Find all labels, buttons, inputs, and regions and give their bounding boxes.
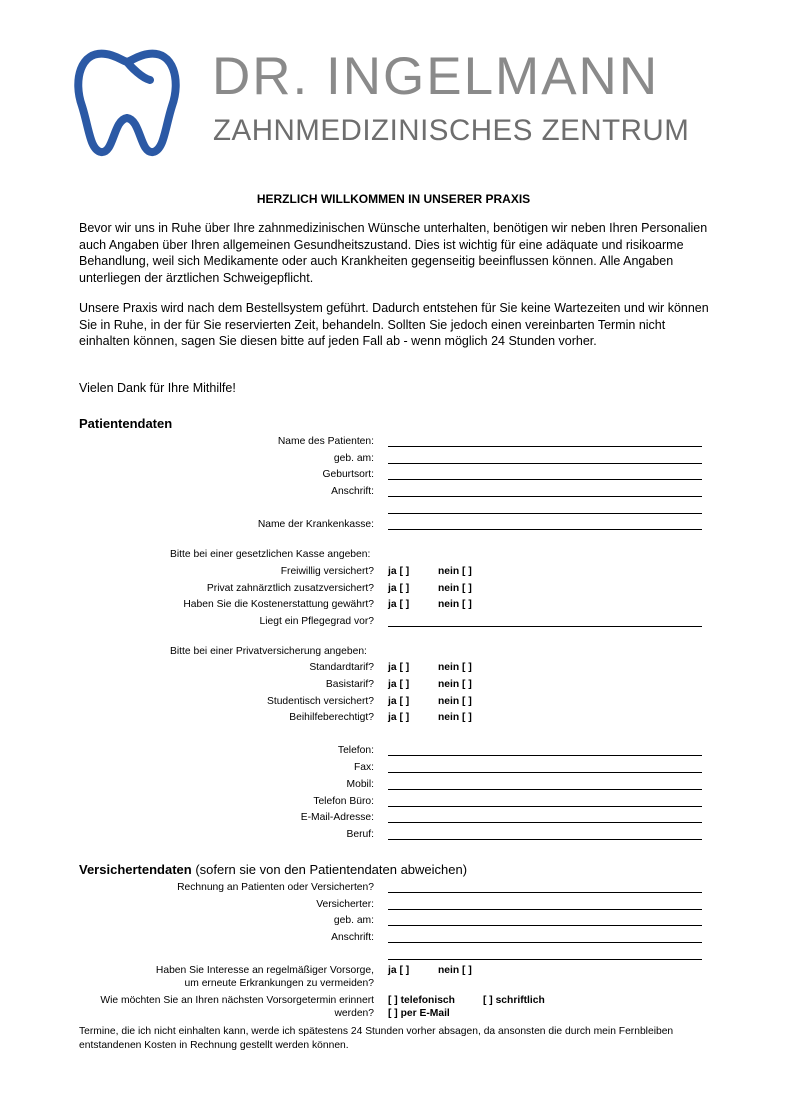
label-private-supplement: Privat zahnärztlich zusatzversichert? (206, 583, 374, 594)
choice-prevention (388, 965, 472, 976)
brand-name: DR. INGELMANN (212, 47, 660, 106)
label-job: Beruf: (346, 829, 374, 840)
tooth-logo-icon (70, 46, 185, 161)
label-student: Studentisch versichert? (266, 696, 374, 707)
field-insured-address-line-1[interactable] (388, 942, 702, 943)
intro-paragraph-1: Bevor wir uns in Ruhe über Ihre zahnmedizinischen Wünsche unterhalten, benötigen wir neben Ihren Personalien auch Angaben über Ihren allgemeinen Gesundheitszustand. Dies ist wichtig für eine adäquate und risikoarme Behandlung, weil sich Medikamente oder auch Krankheiten gegenseitig beeinflussen können. Alle Angaben unterliegen der ärztlichen Schweigepflicht. (79, 221, 708, 285)
checkbox-prevention-no[interactable]: nein [ ] (438, 965, 472, 976)
checkbox-reminder-phone[interactable]: [ ] telefonisch (388, 995, 455, 1006)
checkbox-standard-no[interactable]: nein [ ] (438, 662, 472, 673)
choice-standard-tariff (388, 662, 472, 673)
label-care-level: Liegt ein Pflegegrad vor? (259, 616, 374, 627)
checkbox-student-yes[interactable]: ja [ ] (388, 696, 410, 707)
insured-heading-note: (sofern sie von den Patientendaten abweichen) (191, 862, 468, 877)
label-email: E-Mail-Adresse: (300, 812, 374, 823)
label-insured-dob: geb. am: (333, 915, 374, 926)
checkbox-student-no[interactable]: nein [ ] (438, 696, 472, 707)
label-phone: Telefon: (337, 745, 374, 756)
label-patient-name: Name des Patienten: (277, 436, 374, 447)
choice-voluntary (388, 566, 472, 577)
footer-note: Termine, die ich nicht einhalten kann, werde ich spätestens 24 Stunden vorher absagen, da ansonsten die durch mein Fernbleiben entstandenen Kosten in Rechnung gestellt werden können. (79, 1026, 674, 1051)
checkbox-aid-no[interactable]: nein [ ] (438, 712, 472, 723)
choice-reminder-row-1 (388, 995, 545, 1006)
label-bill-to: Rechnung an Patienten oder Versicherten? (177, 882, 374, 893)
field-birthplace[interactable] (388, 479, 702, 480)
private-intro: Bitte bei einer Privatversicherung angeben: (170, 646, 367, 657)
label-reimbursement: Haben Sie die Kostenerstattung gewährt? (183, 599, 374, 610)
section-heading-insured (79, 862, 467, 877)
insured-heading-text: Versichertendaten (79, 862, 192, 877)
intro-paragraph-3: Vielen Dank für Ihre Mithilfe! (79, 381, 236, 395)
checkbox-reimbursement-no[interactable]: nein [ ] (438, 599, 472, 610)
label-reminder-line-2: werden? (334, 1008, 374, 1019)
checkbox-private-supplement-yes[interactable]: ja [ ] (388, 583, 410, 594)
choice-private-supplement (388, 583, 472, 594)
field-mobile[interactable] (388, 789, 702, 790)
label-insured-address: Anschrift: (331, 932, 374, 943)
field-phone[interactable] (388, 755, 702, 756)
label-aid: Beihilfeberechtigt? (289, 712, 374, 723)
field-email[interactable] (388, 822, 702, 823)
checkbox-reminder-written[interactable]: [ ] schriftlich (483, 995, 545, 1006)
field-insured-dob[interactable] (388, 925, 702, 926)
section-heading-patient: Patientendaten (79, 416, 173, 431)
label-fax: Fax: (353, 762, 374, 773)
label-standard-tariff: Standardtarif? (309, 662, 374, 673)
checkbox-reimbursement-yes[interactable]: ja [ ] (388, 599, 410, 610)
checkbox-reminder-email[interactable]: [ ] per E-Mail (388, 1008, 450, 1019)
checkbox-basic-yes[interactable]: ja [ ] (388, 679, 410, 690)
label-insurer: Name der Krankenkasse: (257, 519, 374, 530)
label-office-phone: Telefon Büro: (313, 796, 374, 807)
checkbox-standard-yes[interactable]: ja [ ] (388, 662, 410, 673)
field-patient-dob[interactable] (388, 463, 702, 464)
label-voluntary: Freiwillig versichert? (280, 566, 374, 577)
intro-paragraph-2: Unsere Praxis wird nach dem Bestellsystem geführt. Dadurch entstehen für Sie keine Wartezeiten und wir können Sie in Ruhe, in der für Sie reservierten Zeit, behandeln. Sollten Sie jedoch einen vereinbarten Termin nicht einhalten können, sagen Sie diesen bitte auf jeden Fall ab - wenn möglich 24 Stunden vorher. (79, 301, 709, 348)
choice-basic-tariff (388, 679, 472, 690)
welcome-heading: HERZLICH WILLKOMMEN IN UNSERER PRAXIS (256, 192, 531, 206)
checkbox-prevention-yes[interactable]: ja [ ] (388, 965, 410, 976)
label-prevention-line-2: um erneute Erkrankungen zu vermeiden? (184, 978, 374, 989)
label-mobile: Mobil: (346, 779, 374, 790)
field-address-line-2[interactable] (388, 513, 702, 514)
label-insured-person: Versicherter: (316, 899, 374, 910)
checkbox-voluntary-no[interactable]: nein [ ] (438, 566, 472, 577)
label-reminder-line-1: Wie möchten Sie an Ihren nächsten Vorsorgetermin erinnert (100, 995, 374, 1006)
label-patient-dob: geb. am: (333, 453, 374, 464)
field-patient-name[interactable] (388, 446, 702, 447)
checkbox-basic-no[interactable]: nein [ ] (438, 679, 472, 690)
choice-student (388, 696, 472, 707)
checkbox-private-supplement-no[interactable]: nein [ ] (438, 583, 472, 594)
field-insured-person[interactable] (388, 909, 702, 910)
checkbox-aid-yes[interactable]: ja [ ] (388, 712, 410, 723)
label-basic-tariff: Basistarif? (325, 679, 374, 690)
brand-subtitle: ZAHNMEDIZINISCHES ZENTRUM (213, 114, 690, 147)
field-fax[interactable] (388, 772, 702, 773)
field-office-phone[interactable] (388, 806, 702, 807)
field-job[interactable] (388, 839, 702, 840)
label-address: Anschrift: (331, 486, 374, 497)
field-insurer[interactable] (388, 529, 702, 530)
label-prevention-line-1: Haben Sie Interesse an regelmäßiger Vorsorge, (155, 965, 374, 976)
label-birthplace: Geburtsort: (322, 469, 374, 480)
field-insured-address-line-2[interactable] (388, 959, 702, 960)
choice-reimbursement (388, 599, 472, 610)
choice-aid (388, 712, 472, 723)
statutory-intro: Bitte bei einer gesetzlichen Kasse angeben: (170, 549, 371, 560)
field-bill-to[interactable] (388, 892, 702, 893)
field-address-line-1[interactable] (388, 496, 702, 497)
checkbox-voluntary-yes[interactable]: ja [ ] (388, 566, 410, 577)
field-care-level[interactable] (388, 626, 702, 627)
